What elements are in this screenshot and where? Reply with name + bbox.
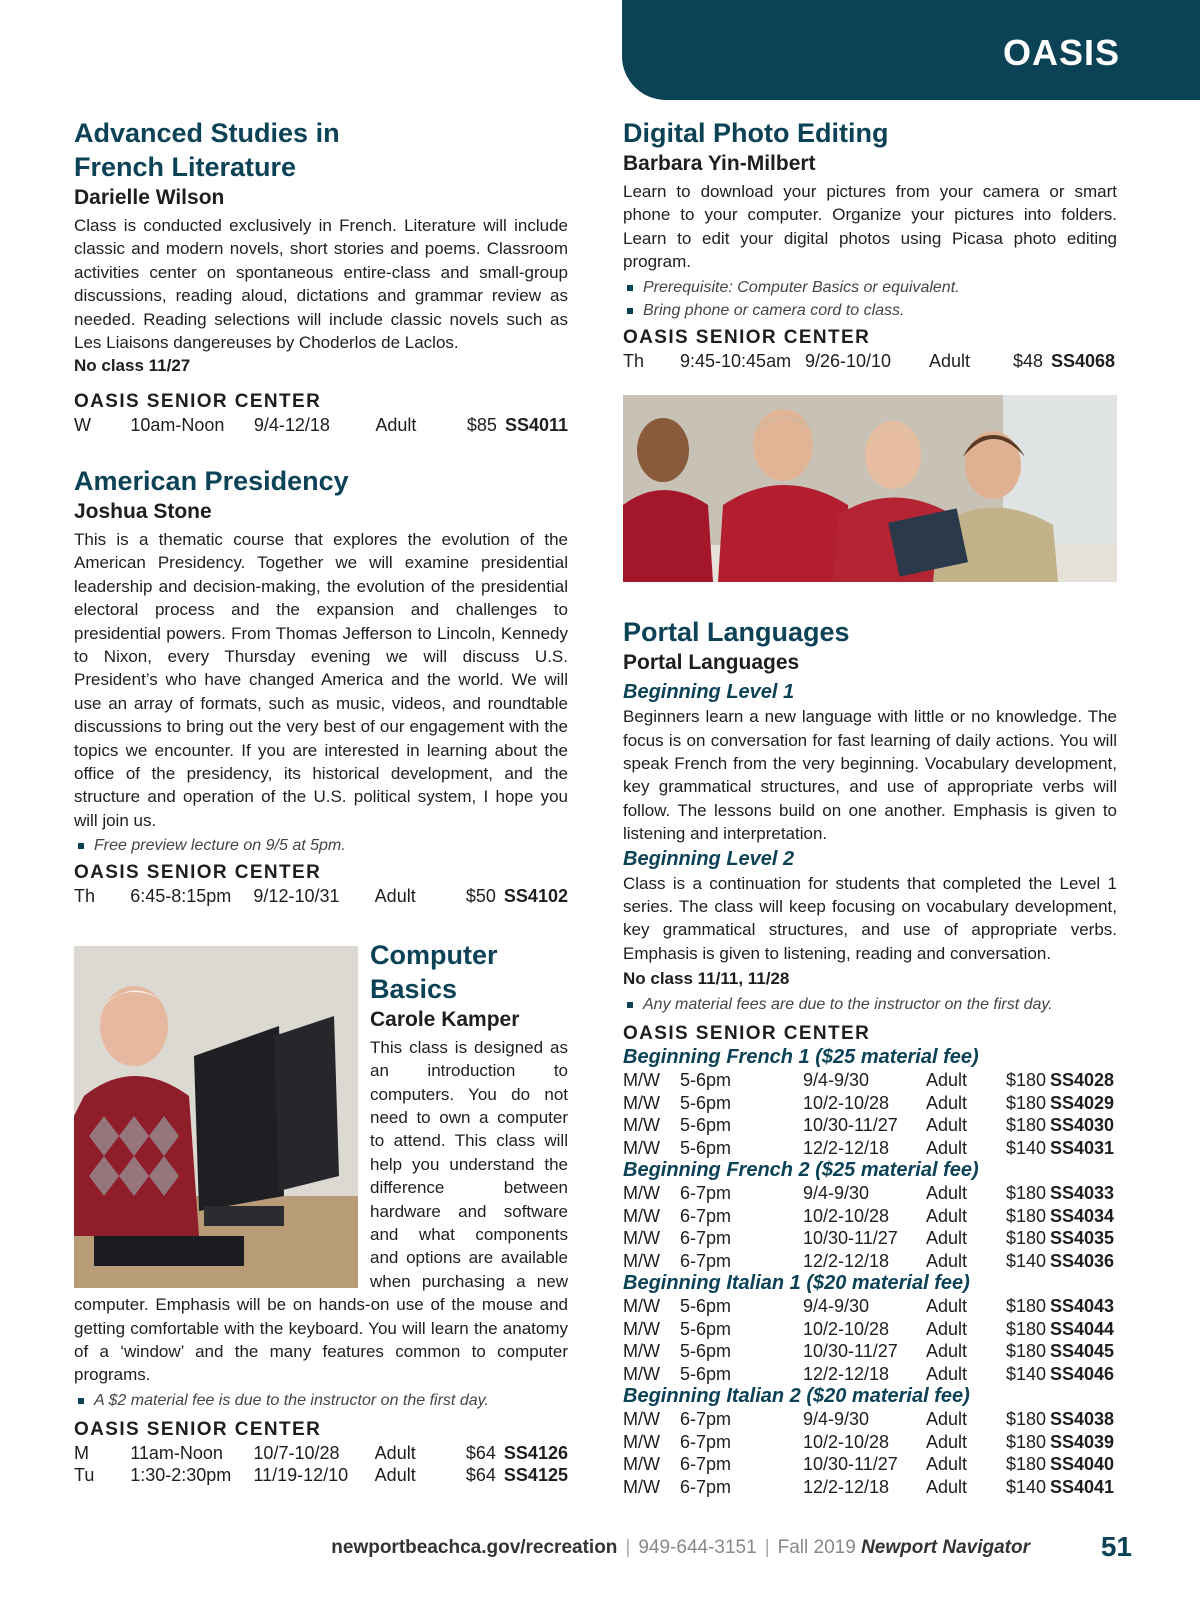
schedule-day: M/W bbox=[623, 1092, 660, 1113]
schedule bbox=[74, 885, 568, 908]
schedule-time: 10am-Noon bbox=[130, 415, 225, 436]
schedule-dates: 9/12-10/31 bbox=[253, 886, 340, 907]
course-note: Bring phone or camera cord to class. bbox=[643, 299, 1117, 322]
schedule-fee: $64 bbox=[465, 1465, 496, 1486]
schedule-row bbox=[623, 1408, 1117, 1431]
schedule-dates: 12/2-12/18 bbox=[803, 1476, 890, 1497]
schedule-row bbox=[623, 1250, 1117, 1273]
schedule-time: 5-6pm bbox=[680, 1137, 732, 1158]
schedule-row bbox=[623, 1114, 1117, 1137]
schedule-row bbox=[623, 1092, 1117, 1115]
course-digital-photo-editing bbox=[623, 116, 1117, 372]
schedule-fee: $180 bbox=[1005, 1341, 1046, 1362]
schedule-day: Th bbox=[623, 350, 645, 371]
course-description: Class is conducted exclusively in French. Literature will include classic and modern novels, short stories and poems. Classroom activities center on spontaneous entire-class and small-group discussions, reading aloud, dictations and grammar review as needed. Reading selections will include classic novels such as Les Liaisons dangereuses by Choderlos de Laclos. bbox=[74, 216, 568, 353]
schedule-day: M/W bbox=[623, 1341, 660, 1362]
footer-url[interactable]: newportbeachca.gov/recreation bbox=[331, 1537, 618, 1558]
course-note: Any material fees are due to the instructor on the first day. bbox=[643, 993, 1117, 1016]
schedule-code: SS4044 bbox=[1050, 1318, 1115, 1339]
schedule-code: SS4068 bbox=[1051, 350, 1116, 371]
schedule-code: SS4033 bbox=[1050, 1183, 1115, 1204]
schedule-age: Adult bbox=[926, 1318, 968, 1339]
schedule-dates: 12/2-12/18 bbox=[803, 1363, 890, 1384]
schedule-code: SS4041 bbox=[1050, 1476, 1115, 1497]
schedule-day: M/W bbox=[623, 1476, 660, 1497]
schedule-fee: $140 bbox=[1005, 1137, 1046, 1158]
schedule-row bbox=[623, 1182, 1117, 1205]
schedule-day: M/W bbox=[623, 1363, 660, 1384]
schedule-day: M/W bbox=[623, 1070, 660, 1091]
course-note: Free preview lecture on 9/5 at 5pm. bbox=[94, 834, 568, 857]
schedule-code: SS4045 bbox=[1050, 1341, 1115, 1362]
no-class-note: No class 11/11, 11/28 bbox=[623, 969, 790, 989]
course-title-line-2: French Literature bbox=[74, 152, 297, 182]
schedule-fee: $180 bbox=[1005, 1070, 1046, 1091]
schedule-age: Adult bbox=[929, 350, 971, 371]
schedule-row bbox=[623, 1476, 1117, 1499]
schedule-code: SS4125 bbox=[503, 1465, 568, 1486]
course-title bbox=[74, 116, 568, 184]
schedule-fee: $180 bbox=[1005, 1296, 1046, 1317]
schedule-code: SS4043 bbox=[1050, 1296, 1115, 1317]
schedule-time: 5-6pm bbox=[680, 1318, 732, 1339]
course-portal-languages bbox=[623, 615, 1117, 1498]
schedule-code: SS4040 bbox=[1050, 1454, 1115, 1475]
schedule-day: M/W bbox=[623, 1137, 660, 1158]
course-notes bbox=[623, 276, 1117, 322]
schedule-time: 5-6pm bbox=[680, 1070, 732, 1091]
schedule-time: 5-6pm bbox=[680, 1092, 732, 1113]
schedule-dates: 10/30-11/27 bbox=[803, 1228, 898, 1249]
schedule-time: 6-7pm bbox=[680, 1431, 732, 1452]
course-title: Digital Photo Editing bbox=[623, 118, 889, 148]
schedule-dates: 12/2-12/18 bbox=[803, 1250, 890, 1271]
schedule-fee: $180 bbox=[1005, 1228, 1046, 1249]
course-location: OASIS SENIOR CENTER bbox=[74, 391, 322, 413]
schedule-row bbox=[74, 414, 568, 437]
course-location: OASIS SENIOR CENTER bbox=[623, 1023, 871, 1045]
schedule-age: Adult bbox=[926, 1341, 968, 1362]
schedule-age: Adult bbox=[926, 1454, 968, 1475]
schedule-day: M/W bbox=[623, 1205, 660, 1226]
schedule-day: Tu bbox=[74, 1465, 95, 1486]
language-group-title: Beginning Italian 2 ($20 material fee) bbox=[623, 1385, 970, 1408]
no-class-note: No class 11/27 bbox=[74, 356, 191, 376]
schedule-time: 6-7pm bbox=[680, 1183, 732, 1204]
schedule-age: Adult bbox=[375, 415, 417, 436]
schedule-age: Adult bbox=[926, 1115, 968, 1136]
schedule-age: Adult bbox=[926, 1183, 968, 1204]
schedule-age: Adult bbox=[926, 1137, 968, 1158]
course-title-line-2: Basics bbox=[370, 973, 458, 1004]
schedule-row bbox=[74, 885, 568, 908]
schedule-dates: 12/2-12/18 bbox=[803, 1137, 890, 1158]
schedule-day: M/W bbox=[623, 1454, 660, 1475]
schedule-age: Adult bbox=[374, 886, 416, 907]
schedule-time: 9:45-10:45am bbox=[680, 350, 792, 371]
schedule-age: Adult bbox=[926, 1431, 968, 1452]
schedule-code: SS4038 bbox=[1050, 1409, 1115, 1430]
schedule-age: Adult bbox=[926, 1070, 968, 1091]
footer-separator: | bbox=[764, 1537, 770, 1558]
schedule-dates: 9/4-9/30 bbox=[803, 1183, 870, 1204]
level-1-description: Beginners learn a new language with little or no knowledge. The focus is on conversation for fast learning of daily actions. You will speak French from the very beginning. Vocabulary development, key grammatical structures, and use of appropriate verbs will follow. The lessons build on one another. Emphasis is given to listening and interpretation. bbox=[623, 707, 1117, 844]
level-2-description: Class is a continuation for students that completed the Level 1 series. The class will keep focusing on vocabulary development, key grammatical structures, and use of appropriate verbs. Emphasis is given to listening, reading and conversation. bbox=[623, 873, 1117, 963]
schedule-day: W bbox=[74, 415, 91, 436]
schedule-age: Adult bbox=[926, 1092, 968, 1113]
course-french-literature bbox=[74, 116, 568, 437]
schedule-row bbox=[623, 1431, 1117, 1454]
course-title-line-1: Advanced Studies in bbox=[74, 118, 340, 148]
schedule-dates: 10/30-11/27 bbox=[803, 1454, 898, 1475]
schedule-dates: 10/2-10/28 bbox=[803, 1431, 890, 1452]
group-photo-illustration bbox=[623, 395, 1117, 582]
schedule-fee: $48 bbox=[1012, 350, 1043, 371]
course-instructor: Barbara Yin-Milbert bbox=[623, 152, 816, 175]
schedule-row bbox=[74, 1442, 568, 1465]
schedule-time: 6-7pm bbox=[680, 1250, 732, 1271]
schedule-fee: $64 bbox=[465, 1442, 496, 1463]
schedule-row bbox=[623, 1318, 1117, 1341]
schedule bbox=[74, 1442, 568, 1487]
schedule-day: M/W bbox=[623, 1318, 660, 1339]
schedule-time: 5-6pm bbox=[680, 1363, 732, 1384]
senior-computer-illustration bbox=[74, 946, 358, 1288]
schedule-fee: $180 bbox=[1005, 1318, 1046, 1339]
schedule-dates: 10/7-10/28 bbox=[253, 1442, 340, 1463]
schedule-fee: $180 bbox=[1005, 1454, 1046, 1475]
schedule-age: Adult bbox=[374, 1465, 416, 1486]
schedule-dates: 10/30-11/27 bbox=[803, 1115, 898, 1136]
level-2-title: Beginning Level 2 bbox=[623, 847, 795, 870]
schedule-time: 11am-Noon bbox=[130, 1442, 223, 1463]
course-location: OASIS SENIOR CENTER bbox=[74, 862, 322, 884]
course-description: This class is designed as an introduction to computers. You do not need to own a computer to attend. This class will help you understand the difference between hardware and software and what components and options are available when purchasing a new computer. Emphasis will be on hands-on use of the mouse and getting comfortable with the keyboard. You will learn the anatomy of a ‘window’ and the many features common to computer programs. bbox=[74, 1037, 568, 1385]
schedule-row bbox=[623, 1363, 1117, 1386]
schedule-time: 6:45-8:15pm bbox=[130, 886, 232, 907]
schedule-day: M bbox=[74, 1442, 89, 1463]
schedule-age: Adult bbox=[926, 1250, 968, 1271]
schedule-time: 5-6pm bbox=[680, 1115, 732, 1136]
schedule-time: 1:30-2:30pm bbox=[130, 1465, 232, 1486]
schedule-age: Adult bbox=[926, 1205, 968, 1226]
course-american-presidency bbox=[74, 464, 568, 908]
section-title: OASIS bbox=[1002, 32, 1120, 73]
schedule-code: SS4046 bbox=[1050, 1363, 1115, 1384]
schedule-time: 6-7pm bbox=[680, 1205, 732, 1226]
schedule-time: 6-7pm bbox=[680, 1228, 732, 1249]
schedule-fee: $140 bbox=[1005, 1250, 1046, 1271]
schedule-dates: 9/4-12/18 bbox=[253, 415, 330, 436]
footer-season: Fall 2019 bbox=[777, 1537, 856, 1558]
schedule-age: Adult bbox=[374, 1442, 416, 1463]
course-description: Learn to download your pictures from your camera or smart phone to your computer. Organize your pictures into folders. Learn to edit your digital photos using Picasa photo editing program. bbox=[623, 182, 1117, 272]
course-instructor: Darielle Wilson bbox=[74, 186, 225, 209]
schedule-fee: $140 bbox=[1005, 1363, 1046, 1384]
schedule-day: Th bbox=[74, 886, 96, 907]
schedule-time: 6-7pm bbox=[680, 1476, 732, 1497]
schedule-code: SS4036 bbox=[1050, 1250, 1115, 1271]
schedule-dates: 10/2-10/28 bbox=[803, 1205, 890, 1226]
schedule-row bbox=[623, 1340, 1117, 1363]
schedule-dates: 10/2-10/28 bbox=[803, 1092, 890, 1113]
schedule-fee: $180 bbox=[1005, 1205, 1046, 1226]
footer-separator: | bbox=[625, 1537, 631, 1558]
language-group-title: Beginning French 1 ($25 material fee) bbox=[623, 1046, 979, 1069]
schedule-row bbox=[623, 1227, 1117, 1250]
schedule-fee: $180 bbox=[1005, 1409, 1046, 1430]
schedule-row bbox=[623, 1137, 1117, 1160]
schedule-row bbox=[623, 1205, 1117, 1228]
schedule bbox=[623, 350, 1117, 373]
course-title: American Presidency bbox=[74, 465, 349, 496]
schedule-row bbox=[623, 1453, 1117, 1476]
course-title-line-1: Computer bbox=[370, 939, 498, 970]
schedule-code: SS4031 bbox=[1050, 1137, 1115, 1158]
schedule-day: M/W bbox=[623, 1228, 660, 1249]
course-location: OASIS SENIOR CENTER bbox=[623, 326, 871, 348]
schedule-fee: $180 bbox=[1005, 1183, 1046, 1204]
page-footer bbox=[0, 1531, 1200, 1567]
language-group-title: Beginning Italian 1 ($20 material fee) bbox=[623, 1272, 970, 1295]
schedule-age: Adult bbox=[926, 1409, 968, 1430]
schedule-fee: $180 bbox=[1005, 1092, 1046, 1113]
schedule-dates: 9/26-10/10 bbox=[805, 350, 892, 371]
schedule-day: M/W bbox=[623, 1296, 660, 1317]
level-1-title: Beginning Level 1 bbox=[623, 681, 795, 704]
right-column bbox=[623, 116, 1117, 1498]
section-header-tab bbox=[622, 0, 1200, 100]
schedule-day: M/W bbox=[623, 1409, 660, 1430]
footer-phone: 949-644-3151 bbox=[638, 1537, 757, 1558]
schedule-code: SS4034 bbox=[1050, 1205, 1115, 1226]
schedule-dates: 9/4-9/30 bbox=[803, 1070, 870, 1091]
schedule-fee: $180 bbox=[1005, 1115, 1046, 1136]
footer-text bbox=[331, 1537, 1030, 1559]
schedule-age: Adult bbox=[926, 1296, 968, 1317]
schedule-code: SS4030 bbox=[1050, 1115, 1115, 1136]
schedule-row bbox=[74, 1464, 568, 1487]
schedule-dates: 11/19-12/10 bbox=[253, 1465, 349, 1486]
course-notes bbox=[623, 993, 1117, 1016]
schedule-code: SS4029 bbox=[1050, 1092, 1115, 1113]
course-title: Portal Languages bbox=[623, 617, 850, 648]
schedule-age: Adult bbox=[926, 1363, 968, 1384]
schedule-day: M/W bbox=[623, 1431, 660, 1452]
senior-computer-photo bbox=[74, 946, 358, 1288]
schedule-code: SS4011 bbox=[504, 415, 568, 436]
schedule-time: 6-7pm bbox=[680, 1409, 732, 1430]
schedule-code: SS4126 bbox=[503, 1442, 568, 1463]
schedule-age: Adult bbox=[926, 1476, 968, 1497]
schedule-dates: 9/4-9/30 bbox=[803, 1409, 870, 1430]
schedule-code: SS4102 bbox=[503, 886, 568, 907]
schedule-row bbox=[623, 350, 1117, 373]
language-schedule-groups bbox=[623, 1046, 1117, 1498]
course-note: Prerequisite: Computer Basics or equivalent. bbox=[643, 276, 1117, 299]
schedule-dates: 9/4-9/30 bbox=[803, 1296, 870, 1317]
course-instructor: Portal Languages bbox=[623, 651, 800, 675]
language-group-title: Beginning French 2 ($25 material fee) bbox=[623, 1159, 979, 1182]
schedule-code: SS4028 bbox=[1050, 1070, 1115, 1091]
course-notes bbox=[74, 834, 568, 857]
course-instructor: Joshua Stone bbox=[74, 499, 212, 523]
schedule-day: M/W bbox=[623, 1183, 660, 1204]
course-location: OASIS SENIOR CENTER bbox=[74, 1418, 322, 1440]
schedule-code: SS4035 bbox=[1050, 1228, 1115, 1249]
footer-publication: Newport Navigator bbox=[861, 1537, 1030, 1558]
schedule-fee: $50 bbox=[465, 886, 496, 907]
schedule bbox=[74, 414, 568, 437]
course-note: A $2 material fee is due to the instructor on the first day. bbox=[94, 1389, 568, 1412]
schedule-row bbox=[623, 1069, 1117, 1092]
schedule-day: M/W bbox=[623, 1115, 660, 1136]
schedule-row bbox=[623, 1295, 1117, 1318]
schedule-age: Adult bbox=[926, 1228, 968, 1249]
schedule-code: SS4039 bbox=[1050, 1431, 1115, 1452]
schedule-time: 6-7pm bbox=[680, 1454, 732, 1475]
schedule-fee: $140 bbox=[1005, 1476, 1046, 1497]
page-number: 51 bbox=[1100, 1531, 1132, 1562]
schedule-time: 5-6pm bbox=[680, 1341, 732, 1362]
schedule-dates: 10/30-11/27 bbox=[803, 1341, 898, 1362]
schedule-day: M/W bbox=[623, 1250, 660, 1271]
schedule-dates: 10/2-10/28 bbox=[803, 1318, 890, 1339]
schedule-fee: $180 bbox=[1005, 1431, 1046, 1452]
course-instructor: Carole Kamper bbox=[370, 1007, 520, 1031]
course-notes bbox=[74, 1389, 568, 1412]
schedule-fee: $85 bbox=[466, 415, 497, 436]
schedule-time: 5-6pm bbox=[680, 1296, 732, 1317]
group-photo bbox=[623, 395, 1117, 582]
course-description: This is a thematic course that explores the evolution of the American Presidency. Together we will examine presidential leadership and decision-making, the evolution of the presidential electoral process and the expansion and challenges to presidential powers. From Thomas Jefferson to Lincoln, Kennedy to Nixon, every Thursday evening we will discuss U.S. President’s who have changed America and the world. We will use an array of formats, such as music, videos, and roundtable discussions to bring out the very best of our engagement with the topics we encounter. If you are interested in learning about the office of the presidency, its historical development, and the structure and operation of the U.S. political system, I hope you will join us. bbox=[74, 529, 568, 830]
